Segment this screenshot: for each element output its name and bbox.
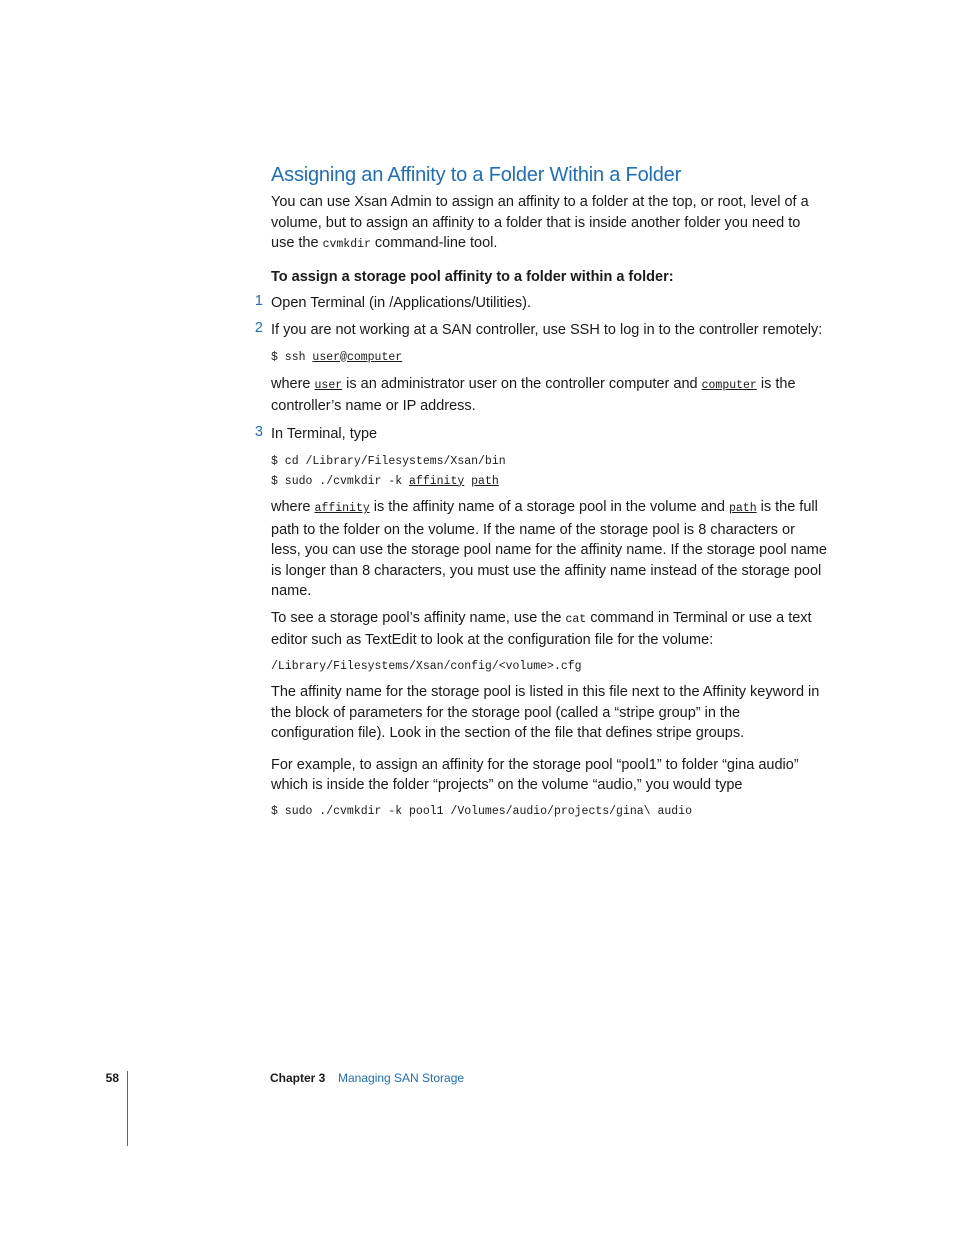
example-paragraph: For example, to assign an affinity for the storage pool “pool1” to folder “gina audio” which is inside the folder “projects” on the volume “audio,” you would type: [271, 756, 799, 793]
cvmkdir-code-affinity: affinity: [409, 474, 465, 488]
footer-chapter: Chapter 3: [270, 1071, 326, 1085]
ssh-code-prefix: $ ssh: [271, 351, 313, 364]
footer-divider: [127, 1071, 128, 1146]
where-text-3: is the controller’s name or IP address.: [271, 375, 796, 414]
see-cat: cat: [565, 612, 587, 626]
task-heading: To assign a storage pool affinity to a folder within a folder:: [271, 268, 674, 285]
where-computer: computer: [701, 378, 757, 392]
step-2: [254, 319, 827, 341]
page-content: [254, 162, 827, 821]
ssh-code: [271, 348, 827, 368]
step-1: [254, 293, 827, 314]
step-3-text: In Terminal, type: [271, 425, 378, 442]
where3-text-2: is the affinity name of a storage pool in the volume and: [369, 499, 729, 515]
page-number: 58: [105, 1071, 119, 1085]
see-text-1: To see a storage pool’s affinity name, use the: [271, 609, 566, 626]
where3-text-3: is the full path to the folder on the volume. If the name of the storage pool is 8 characters or less, you can use the storage pool name for the affinity name. If the storage pool name is longer than 8 characters, you must use the affinity name instead of the storage pool name.: [271, 499, 827, 599]
section-heading: Assigning an Affinity to a Folder Within a Folder: [271, 164, 682, 186]
where3-text-1: where: [271, 499, 315, 515]
step-2-text: If you are not working at a SAN controller, use SSH to log in to the controller remotely:: [271, 321, 823, 338]
intro-text-1: You can use Xsan Admin to assign an affinity to a folder at the top, or root, level of a volume, but to assign an affinity to a folder that is inside another folder you need to use the: [271, 194, 809, 251]
step-2-number: 2: [254, 319, 263, 336]
where3-path: path: [728, 502, 757, 515]
see-affinity-paragraph: [271, 608, 827, 651]
step-1-number: 1: [254, 293, 263, 309]
footer-chapter-title: Managing SAN Storage: [338, 1071, 465, 1085]
ssh-code-computer: computer: [346, 351, 403, 364]
step-3-number: 3: [254, 423, 263, 440]
step-1-text: Open Terminal (in /Applications/Utilities).: [271, 295, 532, 311]
see-text-2: command in Terminal or use a text editor such as TextEdit to look at the configuration file for the volume:: [271, 609, 812, 648]
cvmkdir-code-prefix: $ sudo ./cvmkdir -k: [271, 474, 410, 488]
config-path-code: /Library/Filesystems/Xsan/config/<volume>.cfg: [271, 659, 582, 673]
cvmkdir-code-path: path: [471, 474, 499, 488]
intro-text-2: command-line tool.: [370, 235, 498, 251]
affinity-listing-paragraph: The affinity name for the storage pool is listed in this file next to the Affinity keyword in the block of parameters for the storage pool (called a “stripe group” in the configuration file). Look in the section of the file that defines stripe groups.: [271, 684, 820, 741]
step-3-where: [271, 497, 827, 602]
intro-paragraph: [271, 192, 827, 256]
step-2-where: [271, 374, 827, 417]
ssh-code-at: @: [340, 351, 347, 364]
cd-code: $ cd /Library/Filesystems/Xsan/bin: [271, 455, 506, 468]
step-3: [254, 423, 827, 445]
where-text-2: is an administrator user on the controller computer and: [342, 375, 702, 392]
where-text-1: where: [271, 375, 315, 392]
intro-code-cvmkdir: cvmkdir: [322, 238, 371, 251]
ssh-code-user: user: [312, 351, 341, 364]
cvmkdir-code: [271, 472, 827, 492]
where-user: user: [314, 378, 343, 392]
where3-affinity: affinity: [314, 502, 370, 515]
example-code: $ sudo ./cvmkdir -k pool1 /Volumes/audio/projects/gina\ audio: [271, 804, 692, 818]
